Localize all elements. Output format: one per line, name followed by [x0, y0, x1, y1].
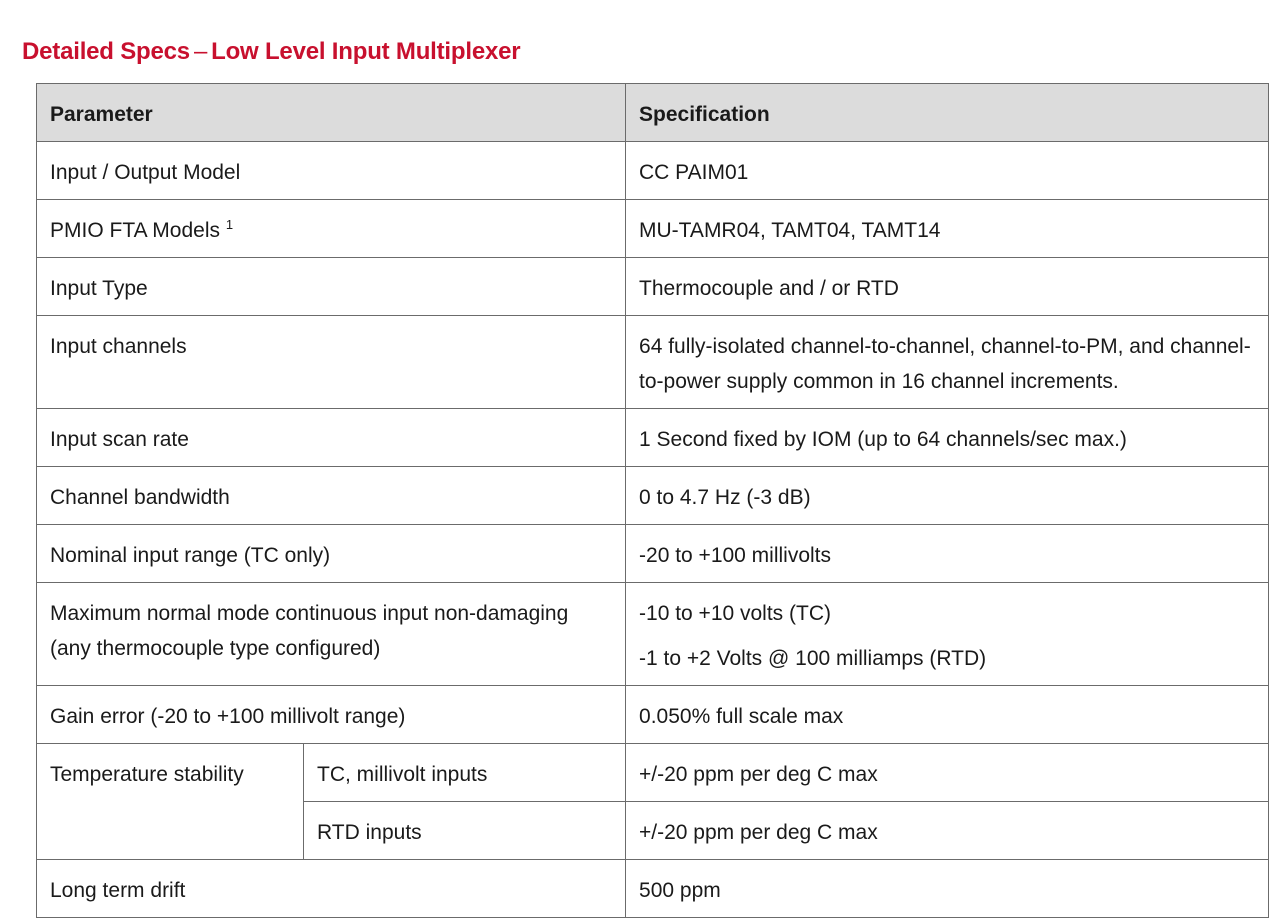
table-row: [37, 142, 1269, 200]
spec-cell: 0 to 4.7 Hz (-3 dB): [626, 467, 1269, 525]
title-separator: –: [193, 38, 208, 65]
spec-cell: Thermocouple and / or RTD: [626, 258, 1269, 316]
param-cell: Input / Output Model: [37, 142, 626, 200]
param-cell: Maximum normal mode continuous input non-damaging (any thermocouple type configured): [37, 583, 626, 686]
header-specification: Specification: [626, 84, 1269, 142]
table-row: [37, 409, 1269, 467]
title-main: Detailed Specs: [22, 38, 190, 65]
table-row: [37, 744, 1269, 802]
param-cell: Input scan rate: [37, 409, 626, 467]
spec-cell: 1 Second fixed by IOM (up to 64 channels/sec max.): [626, 409, 1269, 467]
table-row: [37, 200, 1269, 258]
table-row: [37, 525, 1269, 583]
header-parameter: Parameter: [37, 84, 626, 142]
table-row: [37, 258, 1269, 316]
spec-line-tc: -10 to +10 volts (TC): [639, 602, 831, 625]
sub-param-cell: RTD inputs: [304, 802, 626, 860]
param-cell: Input channels: [37, 316, 626, 409]
table-row: [37, 467, 1269, 525]
spec-cell: MU-TAMR04, TAMT04, TAMT14: [626, 200, 1269, 258]
param-text: PMIO FTA Models: [50, 219, 220, 242]
spec-table: [36, 83, 1269, 918]
table-row: [37, 316, 1269, 409]
spec-cell: CC PAIM01: [626, 142, 1269, 200]
sub-param-cell: TC, millivolt inputs: [304, 744, 626, 802]
table-header-row: [37, 84, 1269, 142]
param-cell: [37, 200, 626, 258]
param-cell: Channel bandwidth: [37, 467, 626, 525]
spec-cell: [626, 583, 1269, 686]
spec-cell: 64 fully-isolated channel-to-channel, channel-to-PM, and channel-to-power supply common in 16 channel increments.: [626, 316, 1269, 409]
spec-line-rtd: -1 to +2 Volts @ 100 milliamps (RTD): [639, 647, 987, 670]
table-row: [37, 686, 1269, 744]
spec-cell: -20 to +100 millivolts: [626, 525, 1269, 583]
param-cell: Nominal input range (TC only): [37, 525, 626, 583]
spec-cell: +/-20 ppm per deg C max: [626, 802, 1269, 860]
footnote-marker: 1: [225, 217, 234, 232]
spec-cell: 500 ppm: [626, 860, 1269, 918]
param-cell: Temperature stability: [37, 744, 304, 860]
param-cell: Long term drift: [37, 860, 626, 918]
page-title: [22, 38, 520, 66]
spec-cell: +/-20 ppm per deg C max: [626, 744, 1269, 802]
param-cell: Gain error (-20 to +100 millivolt range): [37, 686, 626, 744]
spec-cell: 0.050% full scale max: [626, 686, 1269, 744]
table-row: [37, 583, 1269, 686]
title-sub: Low Level Input Multiplexer: [211, 38, 521, 65]
param-cell: Input Type: [37, 258, 626, 316]
